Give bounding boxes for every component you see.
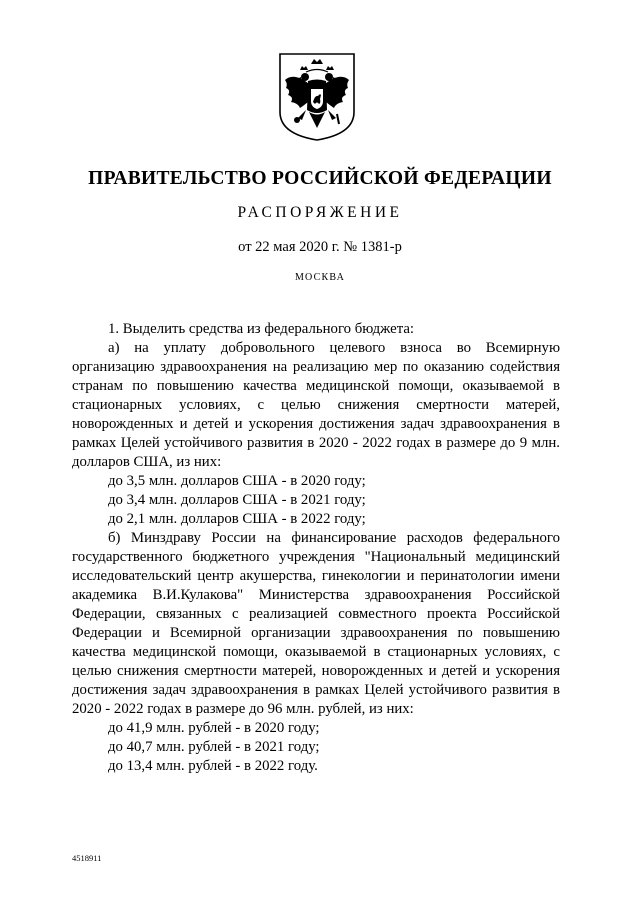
list-item: до 13,4 млн. рублей - в 2022 году. bbox=[108, 758, 318, 774]
list-item: до 41,9 млн. рублей - в 2020 году; bbox=[108, 720, 320, 736]
list-item: до 3,5 млн. долларов США - в 2020 году; bbox=[108, 473, 366, 489]
page-title: ПРАВИТЕЛЬСТВО РОССИЙСКОЙ ФЕДЕРАЦИИ bbox=[88, 168, 552, 189]
document-date-number: от 22 мая 2020 г. № 1381-р bbox=[238, 239, 402, 255]
list-item: до 3,4 млн. долларов США - в 2021 году; bbox=[108, 492, 366, 508]
list-item: до 2,1 млн. долларов США - в 2022 году; bbox=[108, 511, 366, 527]
russian-coat-of-arms-icon bbox=[276, 50, 358, 142]
paragraph-1: 1. Выделить средства из федерального бюджета: bbox=[108, 321, 415, 337]
list-item: до 40,7 млн. рублей - в 2021 году; bbox=[108, 739, 320, 755]
document-type: РАСПОРЯЖЕНИЕ bbox=[237, 204, 403, 221]
document-city: МОСКВА bbox=[294, 272, 346, 283]
document-body bbox=[72, 320, 560, 776]
paragraph-b: б) Минздраву России на финансирование расходов федерального государственного бюджетного учреждения "Национальный медицинский исследовательский центр акушерства, гинекологии и перинатологии имени академика В.И.Кулакова" Министерства здравоохранения Российской Федерации, связанных с реализацией совместного проекта Российской Федерации и Всемирной организации здравоохранения по повышению качества медицинской помощи, оказываемой в стационарных условиях, с целью снижения смертности матерей, новорожденных и детей и ускорения достижения задач здравоохранения в рамках Целей устойчивого развития в 2020 - 2022 годах в размере до 96 млн. рублей, из них: bbox=[72, 530, 560, 717]
paragraph-a: а) на уплату добровольного целевого взноса во Всемирную организацию здравоохранения на реализацию мер по оказанию содействия странам по повышению качества медицинской помощи, оказываемой в стационарных условиях, с целью снижения смертности матерей, новорожденных и детей и ускорения достижения задач здравоохранения в рамках Целей устойчивого развития в 2020 - 2022 годах в размере до 9 млн. долларов США, из них: bbox=[72, 340, 560, 470]
document-code: 4518911 bbox=[72, 853, 102, 863]
